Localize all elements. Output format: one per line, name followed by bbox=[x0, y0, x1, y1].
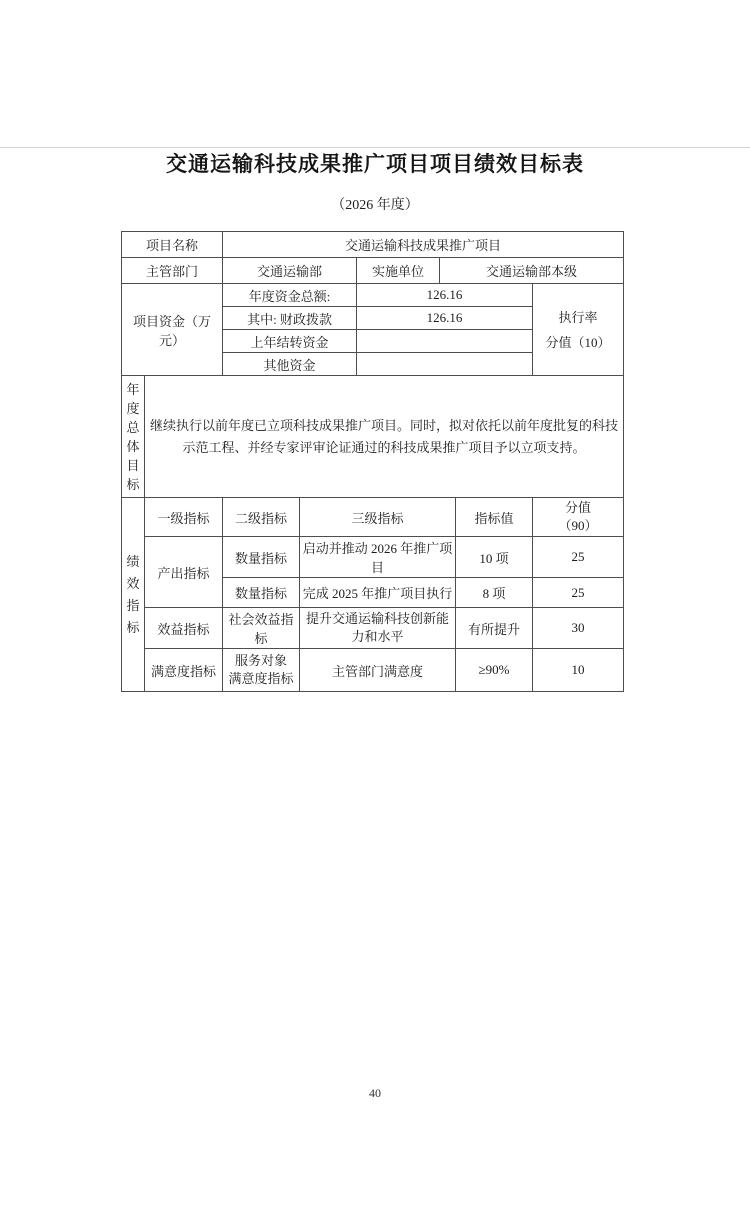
indicator-score: 25 bbox=[533, 537, 624, 578]
header-score: 分值 （90） bbox=[533, 498, 624, 537]
indicator-level2: 社会效益指标 bbox=[223, 608, 300, 649]
indicator-level2: 数量指标 bbox=[223, 578, 300, 608]
indicator-value: ≥90% bbox=[456, 649, 533, 692]
performance-target-table bbox=[121, 231, 624, 692]
funding-fiscal-label: 其中: 财政拨款 bbox=[223, 307, 357, 330]
execution-rate-line2: 分值（10） bbox=[545, 334, 611, 350]
indicator-level1-satisfaction: 满意度指标 bbox=[145, 649, 223, 692]
indicator-level3: 提升交通运输科技创新能力和水平 bbox=[300, 608, 456, 649]
execution-rate-score-cell bbox=[533, 284, 624, 376]
table-row bbox=[122, 376, 624, 498]
competent-dept-label: 主管部门 bbox=[122, 258, 223, 284]
indicator-level1-output: 产出指标 bbox=[145, 537, 223, 608]
implementing-unit-label: 实施单位 bbox=[357, 258, 440, 284]
project-name-value: 交通运输科技成果推广项目 bbox=[223, 232, 624, 258]
competent-dept-value: 交通运输部 bbox=[223, 258, 357, 284]
table-row bbox=[122, 649, 624, 692]
indicator-level2: 服务对象 满意度指标 bbox=[223, 649, 300, 692]
table-row bbox=[122, 537, 624, 578]
funding-carryover-label: 上年结转资金 bbox=[223, 330, 357, 353]
funding-section-label: 项目资金（万元） bbox=[122, 284, 223, 376]
header-level2: 二级指标 bbox=[223, 498, 300, 537]
funding-fiscal-value: 126.16 bbox=[357, 307, 533, 330]
annual-goal-text: 继续执行以前年度已立项科技成果推广项目。同时，拟对依托以前年度批复的科技示范工程、并经专家评审论证通过的科技成果推广项目予以立项支持。 bbox=[145, 376, 624, 498]
document-page bbox=[0, 148, 750, 1207]
indicator-level3: 主管部门满意度 bbox=[300, 649, 456, 692]
header-level1: 一级指标 bbox=[145, 498, 223, 537]
table-row bbox=[122, 258, 624, 284]
table-row bbox=[122, 608, 624, 649]
page-number: 40 bbox=[369, 1086, 381, 1100]
indicator-level3: 完成 2025 年推广项目执行 bbox=[300, 578, 456, 608]
table-row bbox=[122, 232, 624, 258]
funding-other-label: 其他资金 bbox=[223, 353, 357, 376]
indicators-section-label: 绩 效 指 标 bbox=[122, 498, 145, 692]
indicator-value: 8 项 bbox=[456, 578, 533, 608]
indicator-value: 有所提升 bbox=[456, 608, 533, 649]
funding-total-value: 126.16 bbox=[357, 284, 533, 307]
table-row bbox=[122, 284, 624, 307]
indicator-level1-benefit: 效益指标 bbox=[145, 608, 223, 649]
project-name-label: 项目名称 bbox=[122, 232, 223, 258]
indicator-score: 10 bbox=[533, 649, 624, 692]
indicator-value: 10 项 bbox=[456, 537, 533, 578]
funding-other-value bbox=[357, 353, 533, 376]
header-level3: 三级指标 bbox=[300, 498, 456, 537]
funding-carryover-value bbox=[357, 330, 533, 353]
page-subtitle: （2026 年度） bbox=[331, 198, 419, 213]
header-value: 指标值 bbox=[456, 498, 533, 537]
indicator-level3: 启动并推动 2026 年推广项目 bbox=[300, 537, 456, 578]
table-row bbox=[122, 498, 624, 537]
execution-rate-line1: 执行率 bbox=[558, 309, 598, 325]
page-title: 交通运输科技成果推广项目项目绩效目标表 bbox=[166, 152, 584, 176]
indicator-score: 25 bbox=[533, 578, 624, 608]
implementing-unit-value: 交通运输部本级 bbox=[440, 258, 624, 284]
indicator-score: 30 bbox=[533, 608, 624, 649]
funding-total-label: 年度资金总额: bbox=[223, 284, 357, 307]
annual-goal-label: 年 度 总 体 目 标 bbox=[122, 376, 145, 498]
indicator-level2: 数量指标 bbox=[223, 537, 300, 578]
